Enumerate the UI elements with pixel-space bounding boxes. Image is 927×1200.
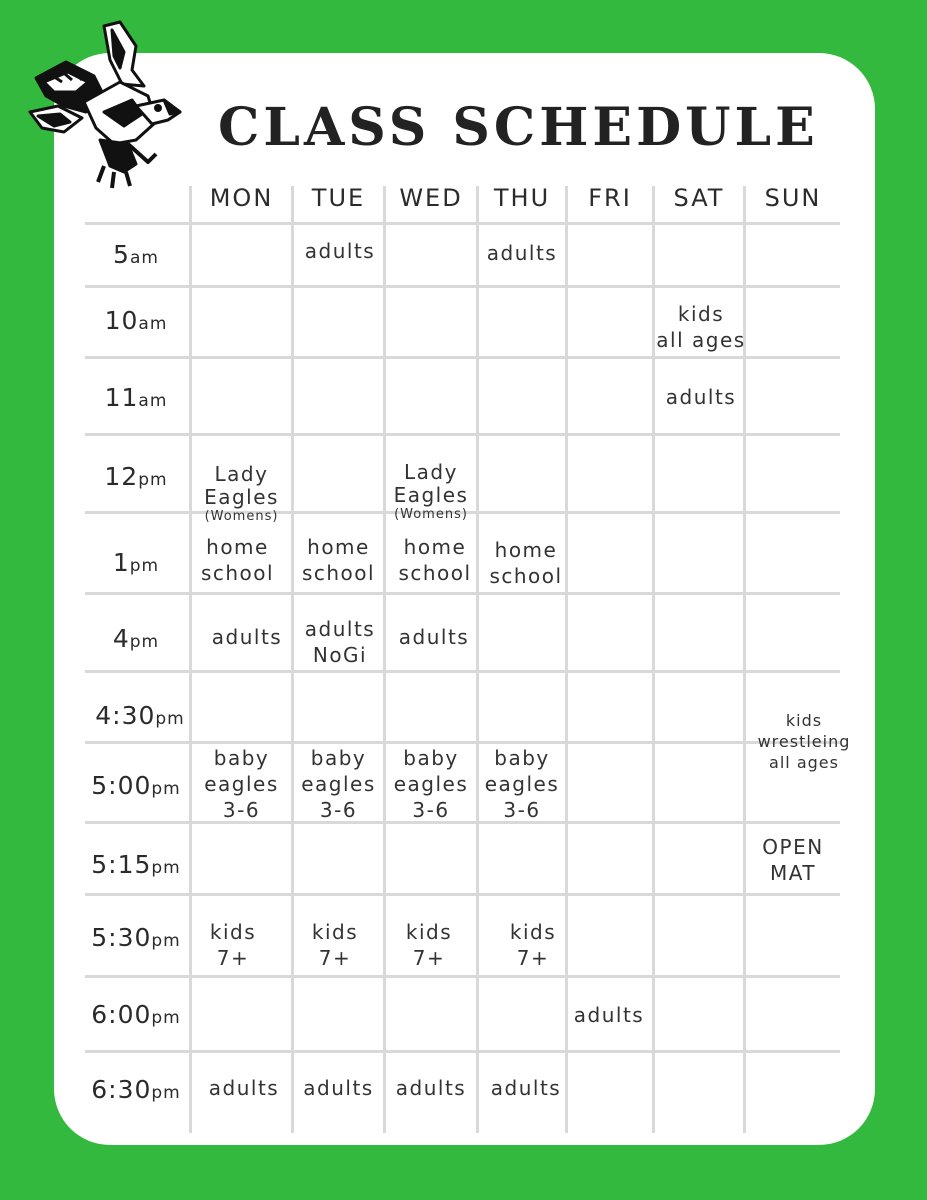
time-label: 12 pm	[104, 462, 168, 491]
class-cell: Lady Eagles (Womens)	[393, 460, 469, 522]
time-label: 10 am	[104, 306, 168, 335]
class-cell: kids wrestleing all ages	[757, 711, 851, 772]
eagle-mascot-icon	[24, 16, 184, 194]
class-cell: adults	[486, 241, 558, 265]
grid-line	[85, 1050, 840, 1053]
class-cell: adults	[395, 1076, 467, 1100]
time-label: 11 am	[104, 383, 168, 412]
class-cell: kids 7+	[509, 920, 557, 970]
schedule-card	[54, 53, 875, 1145]
grid-line	[85, 433, 840, 436]
class-cell: baby eagles 3-6	[301, 746, 376, 822]
grid-line	[85, 670, 840, 673]
class-cell: adults	[490, 1076, 562, 1100]
day-header-mon: MON	[209, 184, 274, 212]
day-header-thu: THU	[493, 184, 551, 212]
time-label: 5 am	[113, 240, 159, 269]
class-cell: kids 7+	[311, 920, 359, 970]
grid-line	[565, 186, 568, 1133]
grid-line	[85, 893, 840, 896]
day-header-wed: WED	[399, 184, 463, 212]
class-cell: home school	[200, 535, 275, 585]
time-label: 4 pm	[112, 624, 160, 653]
class-cell: adults	[304, 239, 376, 263]
class-cell: adults	[665, 385, 737, 409]
day-header-fri: FRI	[588, 184, 632, 212]
time-label: 1 pm	[112, 548, 160, 577]
class-cell: kids 7+	[405, 920, 453, 970]
class-cell: adults	[303, 1076, 374, 1100]
class-cell: kids all ages	[656, 302, 746, 352]
grid-line	[85, 592, 840, 595]
class-cell: home school	[398, 535, 472, 585]
grid-line	[189, 186, 192, 1133]
class-cell: adults NoGi	[304, 617, 376, 667]
class-cell: kids 7+	[209, 920, 257, 970]
time-label: 6:00 pm	[91, 1000, 181, 1029]
time-label: 5:15 pm	[91, 850, 181, 879]
class-cell: adults	[398, 625, 470, 649]
time-label: 4:30 pm	[95, 701, 185, 730]
day-header-tue: TUE	[311, 184, 366, 212]
grid-line	[85, 356, 840, 359]
class-cell: home school	[301, 535, 376, 585]
time-label: 6:30 pm	[91, 1075, 181, 1104]
class-cell: adults	[573, 1003, 645, 1027]
grid-line	[85, 741, 840, 744]
grid-line	[85, 285, 840, 288]
class-cell: baby eagles 3-6	[204, 746, 279, 822]
time-label: 5:30 pm	[91, 923, 181, 952]
grid-line	[476, 186, 479, 1133]
day-header-sat: SAT	[673, 184, 725, 212]
class-cell: adults	[208, 1076, 280, 1100]
class-cell: adults	[211, 625, 283, 649]
class-cell: baby eagles 3-6	[393, 746, 469, 822]
class-cell: Lady Eagles (Womens)	[204, 462, 279, 524]
time-label: 5:00 pm	[91, 771, 181, 800]
grid-line	[85, 975, 840, 978]
class-cell: baby eagles 3-6	[484, 746, 560, 822]
class-cell: OPEN MAT	[762, 835, 824, 885]
page-title: CLASS SCHEDULE	[218, 97, 819, 158]
grid-line	[85, 222, 840, 225]
class-cell: home school	[489, 538, 563, 588]
day-header-sun: SUN	[764, 184, 822, 212]
